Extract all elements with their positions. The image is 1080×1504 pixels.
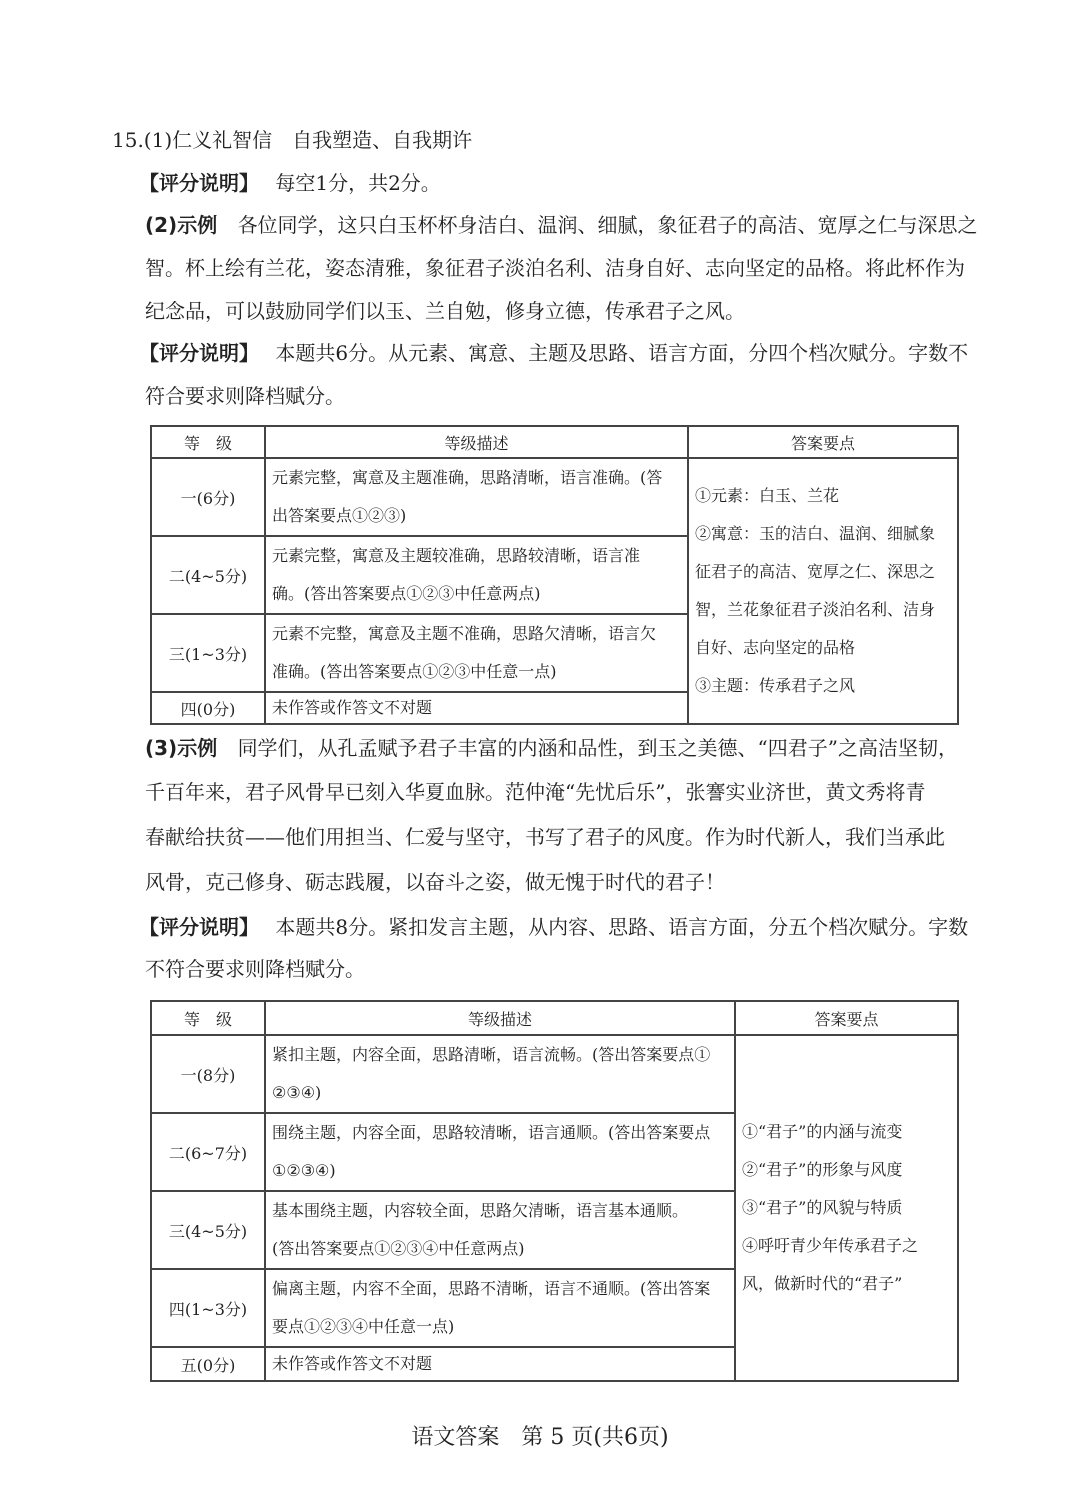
table-row (151, 1035, 958, 1113)
desc-line: 紧扣主题，内容全面，思路清晰，语言流畅。(答出答案要点① (272, 1045, 711, 1064)
q15-part1: 15.(1)仁义礼智信 自我塑造、自我期许 (112, 128, 473, 152)
scoring-note-2 (139, 340, 968, 366)
grade-level: 一(8分) (151, 1035, 265, 1113)
example-label: (3)示例 (145, 736, 218, 760)
grading-table-2 (150, 1000, 959, 1382)
grade-level: 二(4~5分) (151, 536, 265, 614)
grade-level: 四(1~3分) (151, 1269, 265, 1347)
desc-line: 围绕主题，内容全面，思路较清晰，语言通顺。(答出答案要点 (272, 1123, 711, 1142)
grade-description (265, 692, 688, 724)
desc-line: 元素完整，寓意及主题较准确，思路较清晰，语言准 (272, 546, 641, 565)
desc-line: 元素不完整，寓意及主题不准确，思路欠清晰，语言欠 (272, 624, 657, 643)
grade-level: 三(4~5分) (151, 1191, 265, 1269)
table-header: 答案要点 (735, 1001, 958, 1035)
grade-description (265, 1113, 735, 1191)
desc-line: 要点①②③④中任意一点) (272, 1317, 455, 1336)
grade-level: 一(6分) (151, 458, 265, 536)
desc-line: 准确。(答出答案要点①②③中任意一点) (272, 662, 557, 681)
grade-description (265, 458, 688, 536)
scoring-label: 【评分说明】 (139, 915, 259, 939)
q15-part2-line-1 (145, 212, 978, 238)
scoring-note-3 (139, 914, 968, 940)
scoring-text: 每空1分，共2分。 (275, 171, 441, 195)
grade-description (265, 1191, 735, 1269)
desc-line: 元素完整，寓意及主题准确，思路清晰，语言准确。(答 (272, 468, 663, 487)
grade-level: 二(6~7分) (151, 1113, 265, 1191)
table-header: 答案要点 (688, 426, 958, 458)
desc-line: 偏离主题，内容不全面，思路不清晰，语言不通顺。(答出答案 (272, 1279, 711, 1298)
paragraph-line: 纪念品，可以鼓励同学们以玉、兰自勉，修身立德，传承君子之风。 (145, 299, 745, 323)
paragraph-line: 符合要求则降档赋分。 (145, 384, 345, 408)
point-line: ①元素：白玉、兰花 (695, 486, 840, 505)
table-header: 等 级 (151, 426, 265, 458)
page-footer: 语文答案 第 5 页(共6页) (411, 1425, 669, 1450)
scoring-note-1 (139, 170, 441, 196)
point-line: ③“君子”的风貌与特质 (742, 1198, 903, 1217)
point-line: ②“君子”的形象与风度 (742, 1160, 903, 1179)
paragraph-line: 各位同学，这只白玉杯杯身洁白、温润、细腻，象征君子的高洁、宽厚之仁与深思之 (237, 213, 978, 237)
table-row (151, 458, 958, 536)
point-line: ②寓意：玉的洁白、温润、细腻象 (695, 524, 936, 543)
paragraph-line: 不符合要求则降档赋分。 (145, 957, 365, 981)
grade-level: 五(0分) (151, 1347, 265, 1381)
grade-description (265, 1269, 735, 1347)
table-header: 等级描述 (265, 426, 688, 458)
answer-points (688, 458, 958, 724)
point-line: 智，兰花象征君子淡泊名利、洁身 (695, 600, 936, 619)
grade-description (265, 614, 688, 692)
grading-table-1 (150, 425, 959, 725)
grade-level: 四(0分) (151, 692, 265, 724)
grade-description (265, 1035, 735, 1113)
desc-line: 出答案要点①②③) (272, 506, 407, 525)
grade-level: 三(1~3分) (151, 614, 265, 692)
paragraph-line: 本题共8分。紧扣发言主题，从内容、思路、语言方面，分五个档次赋分。字数 (275, 915, 969, 939)
paragraph-line: 本题共6分。从元素、寓意、主题及思路、语言方面，分四个档次赋分。字数不 (275, 341, 969, 365)
desc-line: 未作答或作答文不对题 (272, 698, 433, 717)
scoring-label: 【评分说明】 (139, 341, 259, 365)
desc-line: 确。(答出答案要点①②③中任意两点) (272, 584, 541, 603)
scoring-label: 【评分说明】 (139, 171, 259, 195)
paragraph-line: 智。杯上绘有兰花，姿态清雅，象征君子淡泊名利、洁身自好、志向坚定的品格。将此杯作为 (145, 256, 965, 280)
q15-part3-line-1 (145, 735, 958, 761)
example-label: (2)示例 (145, 213, 218, 237)
desc-line: (答出答案要点①②③④中任意两点) (272, 1239, 525, 1258)
desc-line: 未作答或作答文不对题 (272, 1354, 433, 1373)
table-header: 等 级 (151, 1001, 265, 1035)
paragraph-line: 春献给扶贫——他们用担当、仁爱与坚守，书写了君子的风度。作为时代新人，我们当承此 (145, 825, 945, 849)
paragraph-line: 风骨，克己修身、砺志践履，以奋斗之姿，做无愧于时代的君子！ (145, 870, 725, 894)
paragraph-line: 千百年来，君子风骨早已刻入华夏血脉。范仲淹“先忧后乐”，张謇实业济世，黄文秀将青 (145, 780, 926, 804)
point-line: ①“君子”的内涵与流变 (742, 1122, 903, 1141)
paragraph-line: 同学们，从孔孟赋予君子丰富的内涵和品性，到玉之美德、“四君子”之高洁坚韧， (237, 736, 959, 760)
point-line: 征君子的高洁、宽厚之仁、深思之 (695, 562, 936, 581)
grade-description (265, 536, 688, 614)
desc-line: 基本围绕主题，内容较全面，思路欠清晰，语言基本通顺。 (272, 1201, 689, 1220)
answer-points (735, 1035, 958, 1381)
table-header: 等级描述 (265, 1001, 735, 1035)
point-line: 自好、志向坚定的品格 (695, 638, 856, 657)
desc-line: ①②③④) (272, 1161, 336, 1180)
point-line: ④呼吁青少年传承君子之 (742, 1236, 919, 1255)
grade-description (265, 1347, 735, 1381)
point-line: ③主题：传承君子之风 (695, 676, 856, 695)
desc-line: ②③④) (272, 1083, 322, 1102)
point-line: 风，做新时代的“君子” (742, 1274, 903, 1293)
